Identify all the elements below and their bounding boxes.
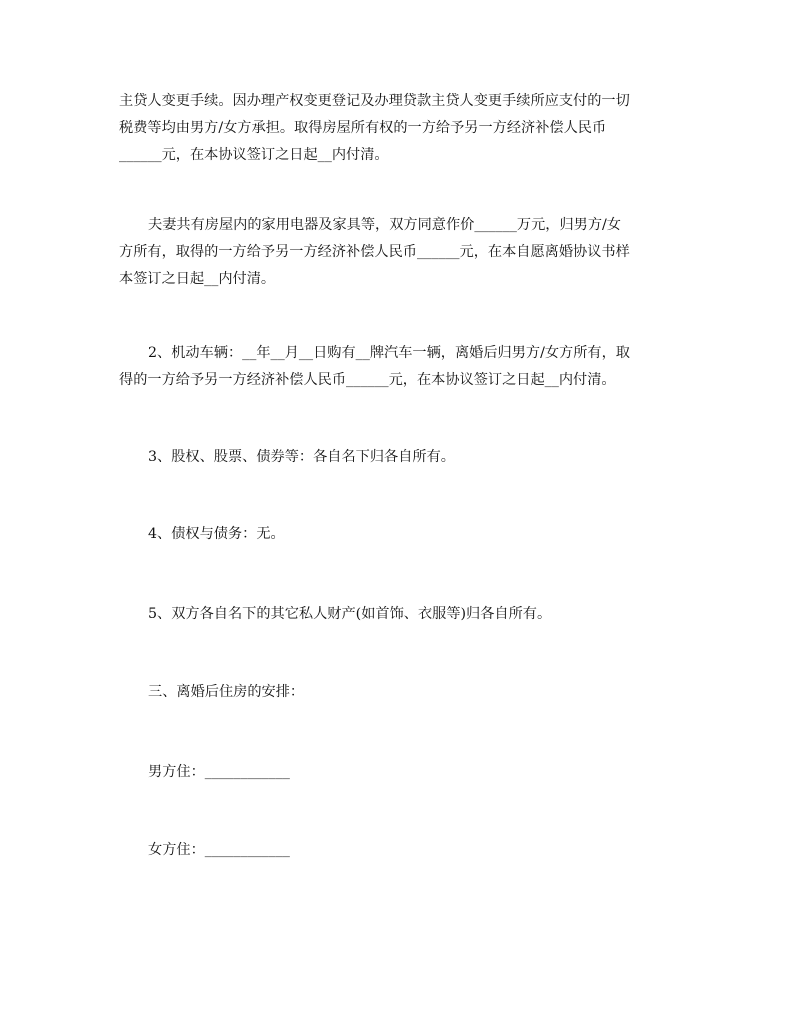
paragraph-house-transfer bbox=[119, 88, 681, 169]
field-husband-residence bbox=[119, 759, 681, 786]
paragraph-vehicle bbox=[119, 340, 681, 394]
text-line: 主贷人变更手续。因办理产权变更登记及办理贷款主贷人变更手续所应支付的一切 bbox=[119, 93, 630, 109]
text-line: 5、双方各自名下的其它私人财产(如首饰、衣服等)归各自所有。 bbox=[148, 606, 552, 622]
text-line: 2、机动车辆：__年__月__日购有__牌汽车一辆，离婚后归男方/女方所有，取 bbox=[148, 345, 630, 361]
field-wife-residence bbox=[119, 837, 681, 864]
text-line: 得的一方给予另一方经济补偿人民币______元，在本协议签订之日起__内付清。 bbox=[119, 372, 616, 388]
text-line: 女方住：____________ bbox=[148, 842, 290, 858]
paragraph-personal-property bbox=[119, 601, 681, 628]
text-line: 男方住：____________ bbox=[148, 764, 290, 780]
text-line: 税费等均由男方/女方承担。取得房屋所有权的一方给予另一方经济补偿人民币 bbox=[119, 120, 607, 136]
section-heading-housing bbox=[119, 679, 681, 706]
paragraph-equity bbox=[119, 444, 681, 471]
text-line: 本签订之日起__内付清。 bbox=[119, 271, 276, 287]
text-line: 4、债权与债务：无。 bbox=[148, 526, 285, 542]
text-line: 夫妻共有房屋内的家用电器及家具等，双方同意作价______万元，归男方/女 bbox=[148, 217, 621, 233]
paragraph-debts bbox=[119, 521, 681, 548]
text-line: 方所有，取得的一方给予另一方经济补偿人民币______元，在本自愿离婚协议书样 bbox=[119, 244, 630, 260]
text-line: 3、股权、股票、债券等：各自名下归各自所有。 bbox=[148, 449, 455, 465]
paragraph-furniture bbox=[119, 212, 681, 293]
text-line: 三、离婚后住房的安排： bbox=[148, 684, 305, 700]
text-line: ______元，在本协议签订之日起__内付清。 bbox=[119, 147, 389, 163]
